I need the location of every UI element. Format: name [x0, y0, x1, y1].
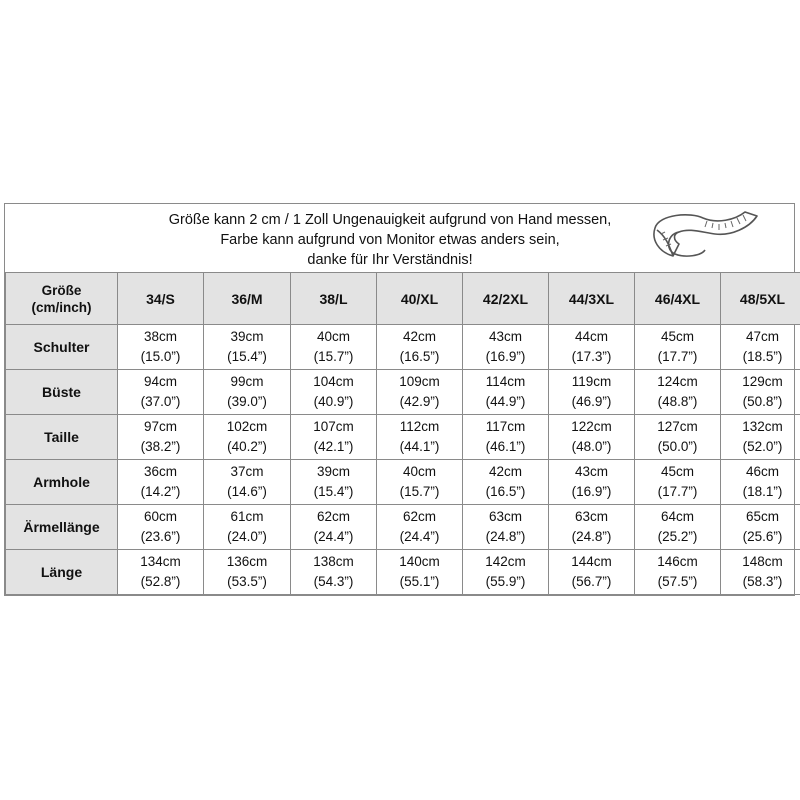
row-label: Schulter	[6, 325, 118, 370]
cm-value: 62cm	[402, 509, 436, 524]
inch-value: (44.1”)	[399, 439, 440, 454]
inch-value: (17.7”)	[657, 349, 698, 364]
inch-value: (57.5”)	[657, 574, 698, 589]
inch-value: (48.0”)	[571, 439, 612, 454]
cm-value: 37cm	[230, 464, 264, 479]
measurement-cell	[291, 415, 377, 460]
measurement-cell	[204, 460, 291, 505]
cm-value: 43cm	[574, 464, 608, 479]
cm-value: 138cm	[313, 554, 354, 569]
inch-value: (44.9”)	[485, 394, 526, 409]
measurement-cell	[549, 325, 635, 370]
row-label: Länge	[6, 550, 118, 595]
measurement-cell	[721, 325, 800, 370]
cm-value: 117cm	[485, 419, 526, 434]
measurement-cell	[549, 505, 635, 550]
cm-value: 42cm	[488, 464, 522, 479]
measurement-cell	[721, 460, 800, 505]
inch-value: (15.0”)	[140, 349, 181, 364]
inch-value: (42.9”)	[399, 394, 440, 409]
cm-value: 129cm	[742, 374, 783, 389]
cm-value: 60cm	[143, 509, 177, 524]
size-header: 46/4XL	[635, 273, 721, 325]
measurement-cell	[635, 505, 721, 550]
measurement-cell	[118, 415, 204, 460]
cm-value: 45cm	[660, 329, 694, 344]
inch-value: (16.9”)	[571, 484, 612, 499]
note-line: Farbe kann aufgrund von Monitor etwas anders sein,	[220, 232, 560, 248]
measurement-cell	[118, 370, 204, 415]
inch-value: (24.0”)	[227, 529, 267, 544]
inch-value: (24.4”)	[399, 529, 440, 544]
cm-value: 39cm	[230, 329, 264, 344]
inch-value: (54.3”)	[313, 574, 354, 589]
cm-value: 127cm	[657, 419, 698, 434]
cm-value: 46cm	[745, 464, 779, 479]
inch-value: (58.3”)	[742, 574, 783, 589]
measurement-cell	[377, 415, 463, 460]
cm-value: 38cm	[143, 329, 177, 344]
cm-value: 64cm	[660, 509, 694, 524]
cm-value: 40cm	[316, 329, 350, 344]
inch-value: (24.4”)	[313, 529, 354, 544]
cm-value: 40cm	[402, 464, 436, 479]
measurement-cell	[118, 460, 204, 505]
note-line: danke für Ihr Verständnis!	[307, 252, 473, 268]
cm-value: 63cm	[488, 509, 522, 524]
inch-value: (52.8”)	[140, 574, 181, 589]
cm-value: 109cm	[399, 374, 440, 389]
inch-value: (24.8”)	[571, 529, 612, 544]
size-table	[5, 272, 800, 595]
cm-value: 122cm	[571, 419, 612, 434]
measurement-cell	[204, 550, 291, 595]
measurement-cell	[204, 505, 291, 550]
measurement-cell	[463, 460, 549, 505]
cm-value: 104cm	[313, 374, 354, 389]
cm-value: 62cm	[316, 509, 350, 524]
cm-value: 119cm	[571, 374, 612, 389]
inch-value: (14.6”)	[227, 484, 267, 499]
measurement-cell	[377, 550, 463, 595]
measurement-cell	[721, 550, 800, 595]
inch-value: (38.2”)	[140, 439, 181, 454]
inch-value: (55.1”)	[399, 574, 440, 589]
measurement-cell	[463, 505, 549, 550]
size-header: 34/S	[118, 273, 204, 325]
cm-value: 63cm	[574, 509, 608, 524]
measurement-cell	[549, 415, 635, 460]
inch-value: (56.7”)	[571, 574, 612, 589]
measurement-cell	[549, 370, 635, 415]
measurement-cell	[463, 325, 549, 370]
measurement-cell	[721, 505, 800, 550]
measurement-cell	[549, 550, 635, 595]
inch-value: (15.7”)	[399, 484, 440, 499]
cm-value: 142cm	[485, 554, 526, 569]
cm-value: 99cm	[230, 374, 264, 389]
cm-value: 112cm	[399, 419, 440, 434]
inch-value: (24.8”)	[485, 529, 526, 544]
inch-value: (48.8”)	[657, 394, 698, 409]
table-row	[6, 460, 800, 505]
inch-value: (14.2”)	[140, 484, 181, 499]
inch-value: (17.7”)	[657, 484, 698, 499]
size-chart	[4, 203, 795, 596]
inch-value: (40.2”)	[227, 439, 267, 454]
cm-value: 148cm	[742, 554, 783, 569]
measuring-tape-icon	[645, 206, 765, 270]
inch-value: (46.9”)	[571, 394, 612, 409]
inch-value: (40.9”)	[313, 394, 354, 409]
inch-value: (17.3”)	[571, 349, 612, 364]
measurement-cell	[204, 415, 291, 460]
cm-value: 44cm	[574, 329, 608, 344]
measurement-cell	[204, 370, 291, 415]
cm-value: 94cm	[143, 374, 177, 389]
table-row	[6, 325, 800, 370]
cm-value: 102cm	[226, 419, 268, 434]
cm-value: 124cm	[657, 374, 698, 389]
measurement-cell	[291, 505, 377, 550]
inch-value: (55.9”)	[485, 574, 526, 589]
inch-value: (16.9”)	[485, 349, 526, 364]
measurement-cell	[635, 325, 721, 370]
cm-value: 36cm	[143, 464, 177, 479]
cm-value: 114cm	[485, 374, 526, 389]
measurement-cell	[721, 370, 800, 415]
measurement-cell	[118, 505, 204, 550]
size-header: 44/3XL	[549, 273, 635, 325]
cm-value: 65cm	[745, 509, 779, 524]
measurement-cell	[377, 505, 463, 550]
measurement-cell	[721, 415, 800, 460]
cm-value: 45cm	[660, 464, 694, 479]
note-line: Größe kann 2 cm / 1 Zoll Ungenauigkeit aufgrund von Hand messen,	[168, 212, 612, 228]
row-label: Taille	[6, 415, 118, 460]
measurement-cell	[291, 370, 377, 415]
measurement-cell	[291, 325, 377, 370]
cm-value: 107cm	[313, 419, 354, 434]
cm-value: 42cm	[402, 329, 436, 344]
inch-value: (18.1”)	[742, 484, 783, 499]
size-header: 38/L	[291, 273, 377, 325]
measurement-cell	[118, 550, 204, 595]
table-row	[6, 550, 800, 595]
corner-unit: (cm/inch)	[31, 299, 92, 315]
cm-value: 97cm	[143, 419, 177, 434]
corner-header	[6, 273, 118, 325]
measurement-cell	[635, 460, 721, 505]
measurement-cell	[463, 550, 549, 595]
measurement-cell	[635, 415, 721, 460]
inch-value: (52.0”)	[742, 439, 783, 454]
measurement-cell	[118, 325, 204, 370]
cm-value: 144cm	[571, 554, 612, 569]
table-row	[6, 370, 800, 415]
measurement-cell	[549, 460, 635, 505]
size-header: 40/XL	[377, 273, 463, 325]
inch-value: (53.5”)	[227, 574, 267, 589]
cm-value: 47cm	[745, 329, 779, 344]
size-header: 36/M	[204, 273, 291, 325]
measurement-cell	[291, 460, 377, 505]
inch-value: (39.0”)	[227, 394, 267, 409]
inch-value: (18.5”)	[742, 349, 783, 364]
row-label: Ärmellänge	[6, 505, 118, 550]
cm-value: 43cm	[488, 329, 522, 344]
cm-value: 134cm	[140, 554, 181, 569]
inch-value: (42.1”)	[313, 439, 354, 454]
cm-value: 140cm	[399, 554, 440, 569]
corner-label: Größe	[41, 282, 82, 298]
inch-value: (50.8”)	[742, 394, 783, 409]
row-label: Armhole	[6, 460, 118, 505]
inch-value: (46.1”)	[485, 439, 526, 454]
measurement-cell	[377, 370, 463, 415]
measurement-cell	[377, 460, 463, 505]
inch-value: (15.4”)	[227, 349, 267, 364]
inch-value: (16.5”)	[485, 484, 526, 499]
inch-value: (25.2”)	[657, 529, 698, 544]
cm-value: 136cm	[226, 554, 268, 569]
inch-value: (23.6”)	[140, 529, 181, 544]
size-header-row	[6, 273, 800, 325]
size-header: 48/5XL	[721, 273, 800, 325]
cm-value: 146cm	[657, 554, 698, 569]
row-label: Büste	[6, 370, 118, 415]
inch-value: (25.6”)	[742, 529, 783, 544]
measurement-cell	[377, 325, 463, 370]
table-row	[6, 505, 800, 550]
cm-value: 61cm	[230, 509, 264, 524]
measurement-cell	[635, 550, 721, 595]
inch-value: (15.4”)	[313, 484, 354, 499]
inch-value: (16.5”)	[399, 349, 440, 364]
measurement-cell	[463, 370, 549, 415]
measurement-cell	[291, 550, 377, 595]
size-chart-header	[5, 204, 794, 273]
measurement-note	[155, 210, 625, 270]
table-row	[6, 415, 800, 460]
cm-value: 39cm	[316, 464, 350, 479]
measurement-cell	[204, 325, 291, 370]
inch-value: (50.0”)	[657, 439, 698, 454]
measurement-cell	[635, 370, 721, 415]
size-header: 42/2XL	[463, 273, 549, 325]
cm-value: 132cm	[742, 419, 783, 434]
inch-value: (37.0”)	[140, 394, 181, 409]
measurement-cell	[463, 415, 549, 460]
inch-value: (15.7”)	[313, 349, 354, 364]
